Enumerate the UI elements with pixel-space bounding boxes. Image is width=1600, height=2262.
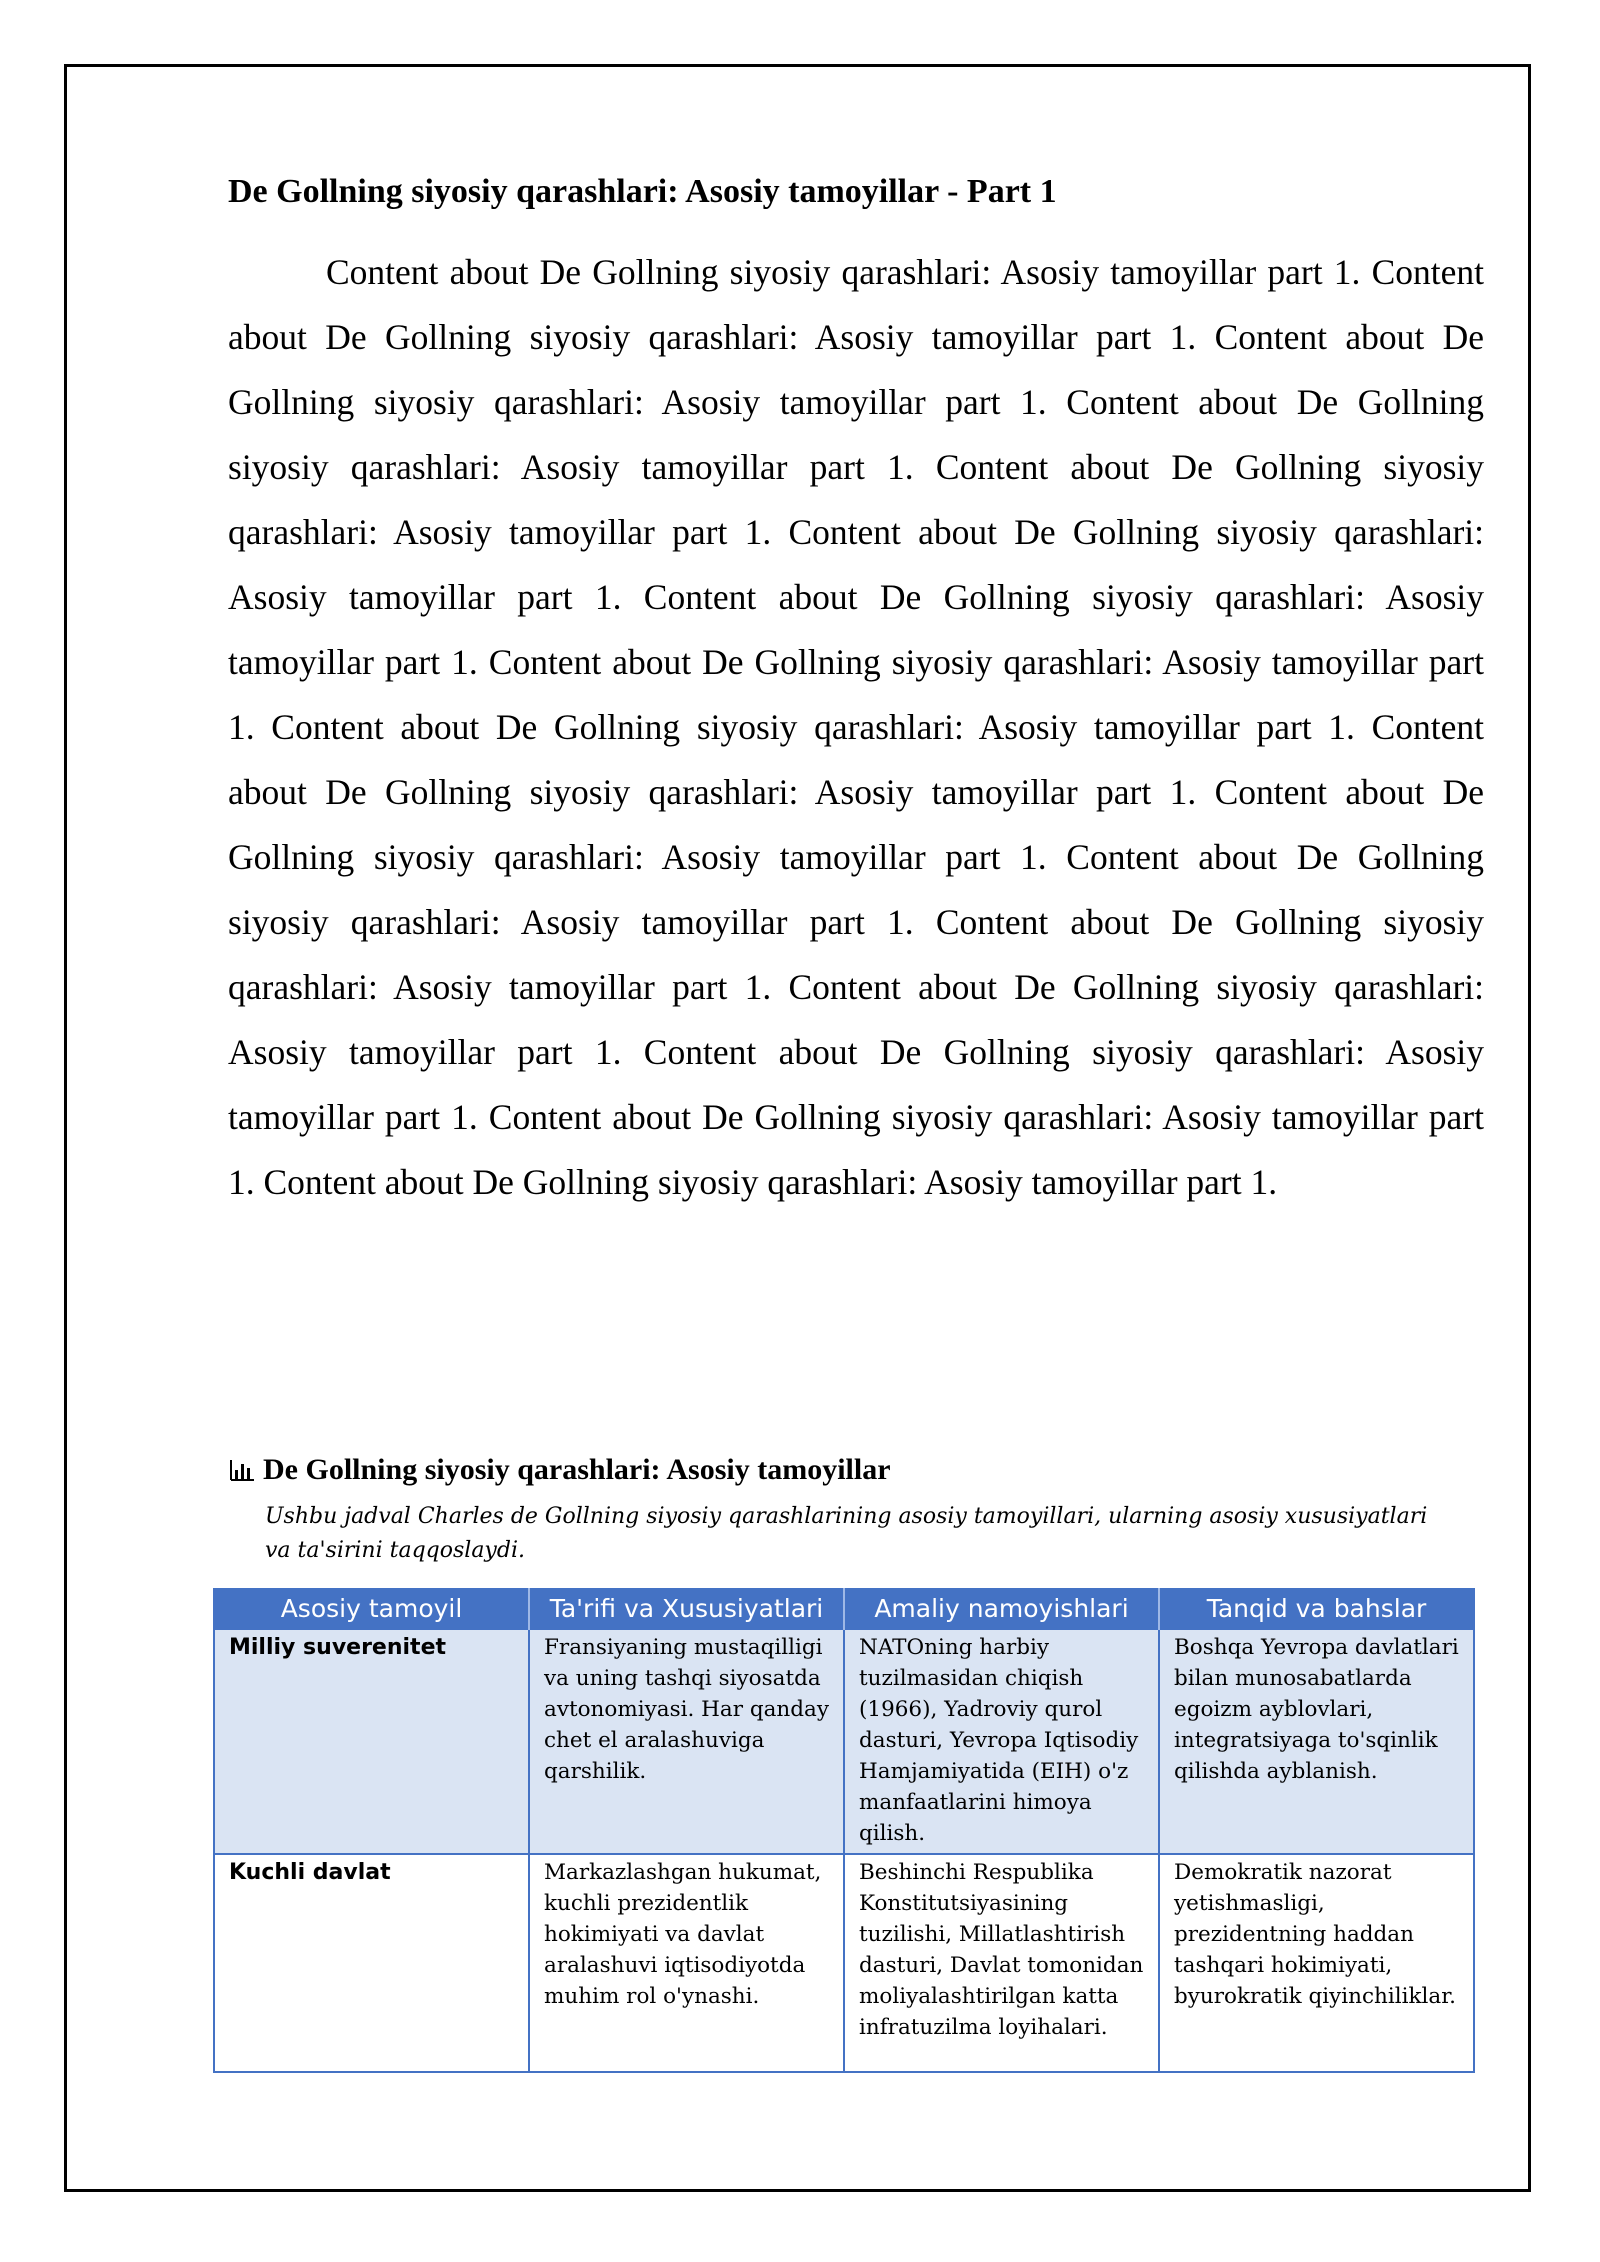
section <box>228 170 1484 1215</box>
column-header: Ta'rifi va Xususiyatlari <box>529 1589 844 1629</box>
column-header: Asosiy tamoyil <box>214 1589 529 1629</box>
table-cell: Markazlashgan hukumat, kuchli prezidentlik hokimiyati va davlat aralashuvi iqtisodiyotda muhim rol o'ynashi. <box>529 1854 844 2072</box>
table-cell: Demokratik nazorat yetishmasligi, prezidentning haddan tashqari hokimiyati, byurokratik qiyinchiliklar. <box>1159 1854 1474 2072</box>
table-row <box>214 1854 1474 2072</box>
table-cell: Fransiyaning mustaqilligi va uning tashqi siyosatda avtonomiyasi. Har qanday chet el aralashuviga qarshilik. <box>529 1629 844 1854</box>
table-row <box>214 1629 1474 1854</box>
column-header: Amaliy namoyishlari <box>844 1589 1159 1629</box>
bar-chart-icon <box>229 1458 255 1482</box>
section-paragraph: Content about De Gollning siyosiy qarashlari: Asosiy tamoyillar part 1. Content about De Gollning siyosiy qarashlari: Asosiy tamoyillar part 1. Content about De Gollning siyosiy qarashlari: Asosiy tamoyillar part 1. Content about De Gollning siyosiy qarashlari: Asosiy tamoyillar part 1. Content about De Gollning siyosiy qarashlari: Asosiy tamoyillar part 1. Content about De Gollning siyosiy qarashlari: Asosiy tamoyillar part 1. Content about De Gollning siyosiy qarashlari: Asosiy tamoyillar part 1. Content about De Gollning siyosiy qarashlari: Asosiy tamoyillar part 1. Content about De Gollning siyosiy qarashlari: Asosiy tamoyillar part 1. Content about De Gollning siyosiy qarashlari: Asosiy tamoyillar part 1. Content about De Gollning siyosiy qarashlari: Asosiy tamoyillar part 1. Content about De Gollning siyosiy qarashlari: Asosiy tamoyillar part 1. Content about De Gollning siyosiy qarashlari: Asosiy tamoyillar part 1. Content about De Gollning siyosiy qarashlari: Asosiy tamoyillar part 1. Content about De Gollning siyosiy qarashlari: Asosiy tamoyillar part 1. Content about De Gollning siyosiy qarashlari: Asosiy tamoyillar part 1. Content about De Gollning siyosiy qarashlari: Asosiy tamoyillar part 1. <box>228 252 1484 1202</box>
table-cell: Beshinchi Respublika Konstitutsiyasining tuzilishi, Millatlashtirish dasturi, Davlat tomonidan moliyalashtirilgan katta infratuzilma loyihalari. <box>844 1854 1159 2072</box>
table-cell: Kuchli davlat <box>214 1854 529 2072</box>
table-title-row <box>229 1450 1473 1490</box>
table-title: De Gollning siyosiy qarashlari: Asosiy tamoyillar <box>263 1453 891 1486</box>
table-cell: NATOning harbiy tuzilmasidan chiqish (1966), Yadroviy qurol dasturi, Yevropa Iqtisodiy Hamjamiyatida (EIH) o'z manfaatlarini himoya qilish. <box>844 1629 1159 1854</box>
table-cell: Milliy suverenitet <box>214 1629 529 1854</box>
principles-table <box>213 1588 1475 2073</box>
table-block <box>213 1450 1473 2073</box>
table-header-row <box>214 1589 1474 1629</box>
table-cell: Boshqa Yevropa davlatlari bilan munosabatlarda egoizm ayblovlari, integratsiyaga to'sqinlik qilishda ayblanish. <box>1159 1629 1474 1854</box>
column-header: Tanqid va bahslar <box>1159 1589 1474 1629</box>
section-heading: De Gollning siyosiy qarashlari: Asosiy tamoyillar - Part 1 <box>228 173 1057 210</box>
table-caption: Ushbu jadval Charles de Gollning siyosiy qarashlarining asosiy tamoyillari, ularning asosiy xususiyatlari va ta'sirini taqqoslaydi. <box>265 1504 1428 1563</box>
